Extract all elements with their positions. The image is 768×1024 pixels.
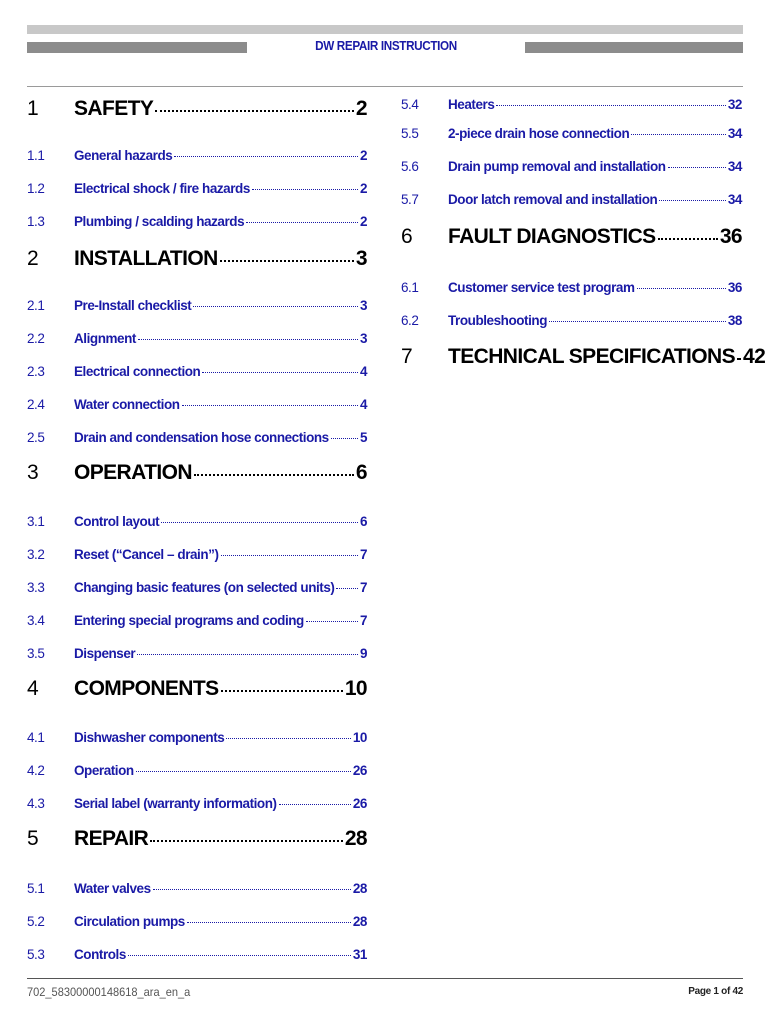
page-number: Page 1 of 42 — [688, 986, 743, 997]
toc-entry-page: 2 — [359, 148, 367, 163]
toc-entry-number: 1 — [27, 97, 39, 120]
dot-leader — [631, 134, 726, 135]
toc-entry-number: 1.2 — [27, 181, 45, 196]
toc-entry-page: 4 — [359, 397, 367, 412]
toc-entry-5-6[interactable] — [401, 159, 742, 174]
dot-leader — [336, 588, 357, 589]
dot-leader — [221, 555, 358, 556]
toc-entry-title: Circulation pumps — [74, 914, 185, 929]
toc-entry-6[interactable] — [401, 225, 742, 249]
toc-entry-title: Door latch removal and installation — [448, 192, 658, 207]
toc-entry-5[interactable] — [27, 827, 367, 851]
toc-entry-page: 2 — [359, 181, 367, 196]
dot-leader — [128, 955, 351, 956]
header-top-bar — [27, 25, 743, 34]
toc-entry-number: 2.1 — [27, 298, 45, 313]
dot-leader — [138, 339, 358, 340]
toc-entry-number: 3 — [27, 461, 39, 484]
toc-entry-title: SAFETY — [74, 97, 154, 120]
toc-entry-5-4[interactable] — [401, 97, 742, 112]
toc-entry-page: 38 — [727, 313, 742, 328]
dot-leader — [150, 840, 343, 842]
toc-entry-4-3[interactable] — [27, 796, 367, 811]
dot-leader — [136, 771, 351, 772]
toc-entry-2-4[interactable] — [27, 397, 367, 412]
toc-entry-3-5[interactable] — [27, 646, 367, 661]
toc-entry-title: OPERATION — [74, 461, 192, 484]
toc-entry-2[interactable] — [27, 247, 367, 271]
dot-leader — [668, 167, 726, 168]
toc-entry-page: 36 — [727, 280, 742, 295]
dot-leader — [659, 200, 726, 201]
toc-entry-page: 5 — [359, 430, 367, 445]
toc-entry-title: Customer service test program — [448, 280, 635, 295]
toc-entry-6-1[interactable] — [401, 280, 742, 295]
toc-entry-page: 28 — [344, 827, 367, 850]
toc-entry-number: 3.2 — [27, 547, 45, 562]
toc-entry-number: 5.3 — [27, 947, 45, 962]
toc-entry-number: 7 — [401, 345, 413, 368]
toc-entry-number: 5.1 — [27, 881, 45, 896]
header-divider — [27, 86, 743, 87]
toc-entry-page: 7 — [359, 613, 367, 628]
toc-entry-1-2[interactable] — [27, 181, 367, 196]
toc-entry-1[interactable] — [27, 97, 367, 121]
toc-entry-page: 3 — [359, 331, 367, 346]
toc-entry-3-1[interactable] — [27, 514, 367, 529]
toc-entry-page: 10 — [352, 730, 367, 745]
toc-entry-title: Troubleshooting — [448, 313, 547, 328]
toc-entry-3-4[interactable] — [27, 613, 367, 628]
toc-entry-number: 2.4 — [27, 397, 45, 412]
toc-entry-title: Drain pump removal and installation — [448, 159, 666, 174]
toc-entry-2-5[interactable] — [27, 430, 367, 445]
toc-entry-3[interactable] — [27, 461, 367, 485]
toc-entry-title: FAULT DIAGNOSTICS — [448, 225, 656, 248]
toc-entry-page: 36 — [719, 225, 742, 248]
dot-leader — [161, 522, 358, 523]
toc-entry-page: 28 — [352, 914, 367, 929]
toc-entry-title: Heaters — [448, 97, 495, 112]
dot-leader — [549, 321, 726, 322]
toc-entry-title: Alignment — [74, 331, 136, 346]
toc-entry-title: REPAIR — [74, 827, 149, 850]
toc-entry-page: 42 — [743, 345, 766, 368]
toc-entry-title: Drain and condensation hose connections — [74, 430, 329, 445]
toc-entry-number: 4.1 — [27, 730, 45, 745]
dot-leader — [306, 621, 358, 622]
dot-leader — [174, 156, 358, 157]
toc-entry-title: INSTALLATION — [74, 247, 218, 270]
toc-entry-title: Electrical connection — [74, 364, 201, 379]
toc-entry-number: 6.2 — [401, 313, 419, 328]
toc-entry-title: General hazards — [74, 148, 173, 163]
toc-entry-number: 2.5 — [27, 430, 45, 445]
toc-entry-page: 6 — [355, 461, 367, 484]
dot-leader — [194, 474, 354, 476]
toc-entry-5-3[interactable] — [27, 947, 367, 962]
dot-leader — [658, 238, 718, 240]
dot-leader — [220, 260, 354, 262]
toc-entry-page: 10 — [344, 677, 367, 700]
toc-entry-page: 3 — [355, 247, 367, 270]
toc-entry-4[interactable] — [27, 677, 367, 701]
toc-entry-page: 3 — [359, 298, 367, 313]
toc-entry-number: 3.3 — [27, 580, 45, 595]
dot-leader — [496, 105, 725, 106]
toc-entry-5-5[interactable] — [401, 126, 742, 141]
dot-leader — [155, 110, 354, 112]
dot-leader — [137, 654, 358, 655]
toc-entry-title: Entering special programs and coding — [74, 613, 304, 628]
toc-entry-page: 7 — [359, 580, 367, 595]
toc-entry-title: Serial label (warranty information) — [74, 796, 277, 811]
toc-entry-title: 2-piece drain hose connection — [448, 126, 630, 141]
toc-entry-number: 4 — [27, 677, 39, 700]
header-right-bar — [525, 42, 743, 53]
toc-entry-title: Dishwasher components — [74, 730, 225, 745]
toc-entry-number: 3.5 — [27, 646, 45, 661]
toc-entry-4-2[interactable] — [27, 763, 367, 778]
toc-entry-number: 3.4 — [27, 613, 45, 628]
toc-entry-number: 5.7 — [401, 192, 419, 207]
dot-leader — [331, 438, 358, 439]
toc-entry-7[interactable] — [401, 345, 766, 369]
toc-entry-2-3[interactable] — [27, 364, 367, 379]
toc-entry-number: 1.3 — [27, 214, 45, 229]
document-code: 702_58300000148618_ara_en_a — [27, 985, 191, 999]
toc-entry-page: 6 — [359, 514, 367, 529]
toc-entry-2-2[interactable] — [27, 331, 367, 346]
dot-leader — [193, 306, 358, 307]
toc-entry-page: 32 — [727, 97, 742, 112]
toc-entry-page: 28 — [352, 881, 367, 896]
toc-entry-1-1[interactable] — [27, 148, 367, 163]
toc-entry-page: 34 — [727, 126, 742, 141]
toc-entry-number: 5.4 — [401, 97, 419, 112]
toc-entry-number: 2.2 — [27, 331, 45, 346]
toc-entry-4-1[interactable] — [27, 730, 367, 745]
toc-entry-number: 2 — [27, 247, 39, 270]
toc-entry-number: 4.3 — [27, 796, 45, 811]
toc-entry-6-2[interactable] — [401, 313, 742, 328]
toc-entry-page: 7 — [359, 547, 367, 562]
toc-entry-number: 1.1 — [27, 148, 45, 163]
toc-entry-page: 2 — [355, 97, 367, 120]
toc-entry-title: Reset (“Cancel – drain”) — [74, 547, 219, 562]
toc-entry-number: 4.2 — [27, 763, 45, 778]
toc-entry-title: Water valves — [74, 881, 151, 896]
dot-leader — [226, 738, 351, 739]
toc-entry-page: 26 — [352, 763, 367, 778]
toc-entry-page: 9 — [359, 646, 367, 661]
toc-entry-title: COMPONENTS — [74, 677, 219, 700]
toc-entry-number: 5.5 — [401, 126, 419, 141]
dot-leader — [637, 288, 726, 289]
dot-leader — [279, 804, 351, 805]
toc-entry-number: 6 — [401, 225, 413, 248]
toc-entry-page: 26 — [352, 796, 367, 811]
toc-entry-3-3[interactable] — [27, 580, 367, 595]
toc-entry-title: TECHNICAL SPECIFICATIONS — [448, 345, 736, 368]
toc-entry-title: Water connection — [74, 397, 180, 412]
toc-entry-title: Operation — [74, 763, 134, 778]
toc-entry-title: Controls — [74, 947, 126, 962]
toc-entry-page: 31 — [352, 947, 367, 962]
toc-entry-1-3[interactable] — [27, 214, 367, 229]
toc-entry-number: 6.1 — [401, 280, 419, 295]
toc-entry-number: 5.6 — [401, 159, 419, 174]
toc-entry-title: Control layout — [74, 514, 160, 529]
toc-entry-page: 2 — [359, 214, 367, 229]
toc-entry-number: 5.2 — [27, 914, 45, 929]
toc-entry-title: Dispenser — [74, 646, 136, 661]
toc-entry-page: 4 — [359, 364, 367, 379]
dot-leader — [153, 889, 351, 890]
toc-entry-5-7[interactable] — [401, 192, 742, 207]
toc-entry-page: 34 — [727, 192, 742, 207]
dot-leader — [246, 222, 358, 223]
toc-entry-title: Changing basic features (on selected units) — [74, 580, 335, 595]
toc-entry-5-1[interactable] — [27, 881, 367, 896]
dot-leader — [221, 690, 343, 692]
toc-entry-title: Plumbing / scalding hazards — [74, 214, 245, 229]
document-title: DW REPAIR INSTRUCTION — [315, 38, 457, 53]
dot-leader — [737, 358, 741, 360]
toc-entry-2-1[interactable] — [27, 298, 367, 313]
toc-entry-number: 5 — [27, 827, 39, 850]
dot-leader — [202, 372, 358, 373]
dot-leader — [182, 405, 358, 406]
toc-entry-number: 3.1 — [27, 514, 45, 529]
header-left-bar — [27, 42, 247, 53]
dot-leader — [187, 922, 351, 923]
toc-entry-page: 34 — [727, 159, 742, 174]
dot-leader — [252, 189, 358, 190]
toc-entry-5-2[interactable] — [27, 914, 367, 929]
toc-entry-3-2[interactable] — [27, 547, 367, 562]
toc-entry-title: Electrical shock / fire hazards — [74, 181, 250, 196]
toc-entry-title: Pre-Install checklist — [74, 298, 192, 313]
footer-divider — [27, 978, 743, 979]
toc-entry-number: 2.3 — [27, 364, 45, 379]
